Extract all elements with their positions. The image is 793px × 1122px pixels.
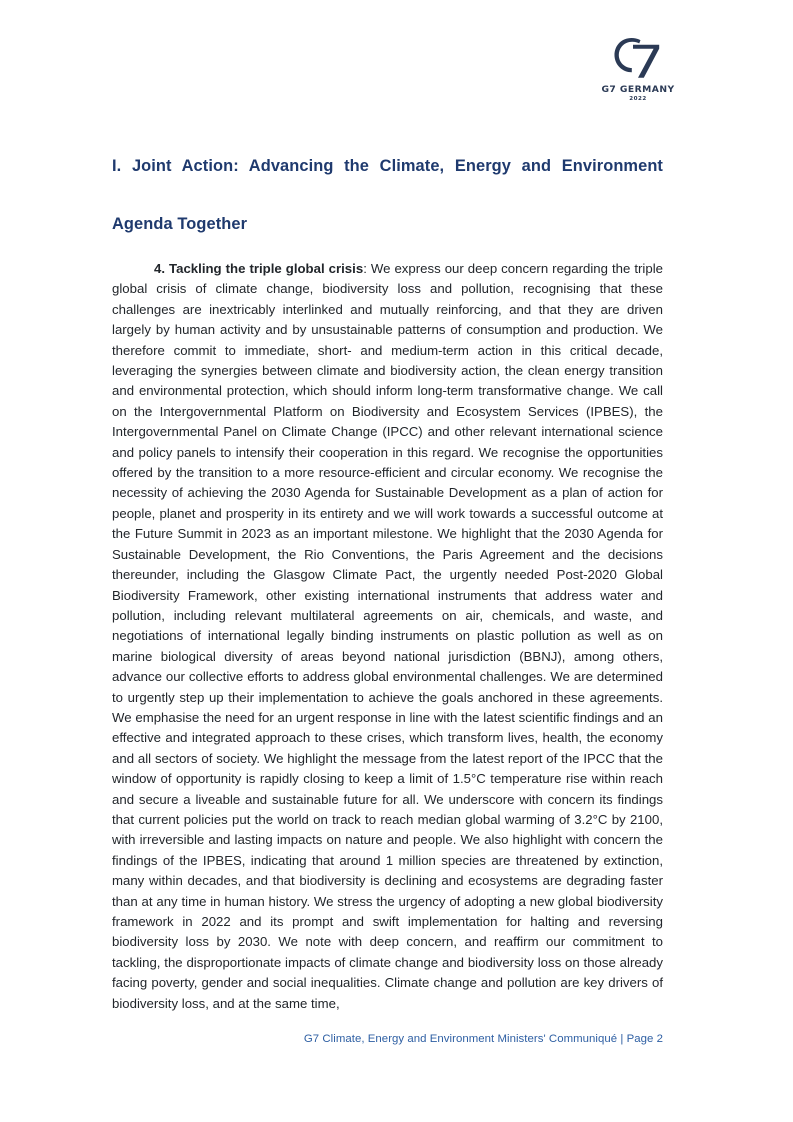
g7-germany-logo	[599, 34, 677, 103]
paragraph-4	[112, 259, 663, 1014]
page-title-line-2: Agenda Together	[112, 215, 248, 233]
logo-title: G7 GERMANY	[601, 84, 675, 95]
logo-year: 2022	[629, 96, 647, 103]
page-title-line-1: I. Joint Action: Advancing the Climate, Energy and Environment	[112, 157, 663, 175]
page-header	[0, 34, 793, 120]
g7-logo-mark-icon	[599, 34, 677, 84]
page-footer: G7 Climate, Energy and Environment Ministers' Communiqué | Page 2	[303, 1033, 663, 1045]
paragraph-lead-title: 4. Tackling the triple global crisis	[154, 261, 364, 276]
page-content	[112, 152, 663, 1014]
page-title	[112, 152, 663, 239]
paragraph-body-text: : We express our deep concern regarding the triple global crisis of climate change, biodiversity loss and pollution, recognising that these challenges are inextricably interlinked and mutually reinforcing, and that they are driven largely by human activity and by unsustainable patterns of consumption and production. We therefore commit to immediate, short- and medium-term action in this critical decade, leveraging the synergies between climate and biodiversity action, the clean energy transition and environmental protection, which should inform long-term transformative change. We call on the Intergovernmental Platform on Biodiversity and Ecosystem Services (IPBES), the Intergovernmental Panel on Climate Change (IPCC) and other relevant international science and policy panels to intensify their cooperation in this regard. We recognise the opportunities offered by the transition to a more resource-efficient and circular economy. We recognise the necessity of achieving the 2030 Agenda for Sustainable Development as a plan of action for people, planet and prosperity in its entirety and we will work towards a successful outcome at the Future Summit in 2023 as an important milestone. We highlight that the 2030 Agenda for Sustainable Development, the Rio Conventions, the Paris Agreement and the decisions thereunder, including the Glasgow Climate Pact, the urgently needed Post-2020 Global Biodiversity Framework, other existing international instruments that address water and pollution, including relevant multilateral agreements on air, chemicals, and waste, and negotiations of international legally binding instruments on plastic pollution as well as on marine biological diversity of areas beyond national jurisdiction (BBNJ), among others, advance our collective efforts to address global environmental challenges. We are determined to urgently step up their implementation to achieve the goals anchored in these agreements. We emphasise the need for an urgent response in line with the latest scientific findings and an effective and integrated approach to these crises, which transform lives, health, the economy and all sectors of society. We highlight the message from the latest report of the IPCC that the window of opportunity is rapidly closing to keep a limit of 1.5°C temperature rise within reach and secure a liveable and sustainable future for all. We underscore with concern its findings that current policies put the world on track to reach median global warming of 3.2°C by 2100, with irreversible and lasting impacts on nature and people. We also highlight with concern the findings of the IPBES, indicating that around 1 million species are threatened by extinction, many within decades, and that biodiversity is declining and ecosystems are degrading faster than at any time in human history. We stress the urgency of adopting a new global biodiversity framework in 2022 and its prompt and swift implementation for halting and reversing biodiversity loss by 2030. We note with deep concern, and reaffirm our commitment to tackling, the disproportionate impacts of climate change and biodiversity loss on those already facing poverty, gender and social inequalities. Climate change and pollution are key drivers of biodiversity loss, and at the same time,	[112, 261, 663, 1011]
